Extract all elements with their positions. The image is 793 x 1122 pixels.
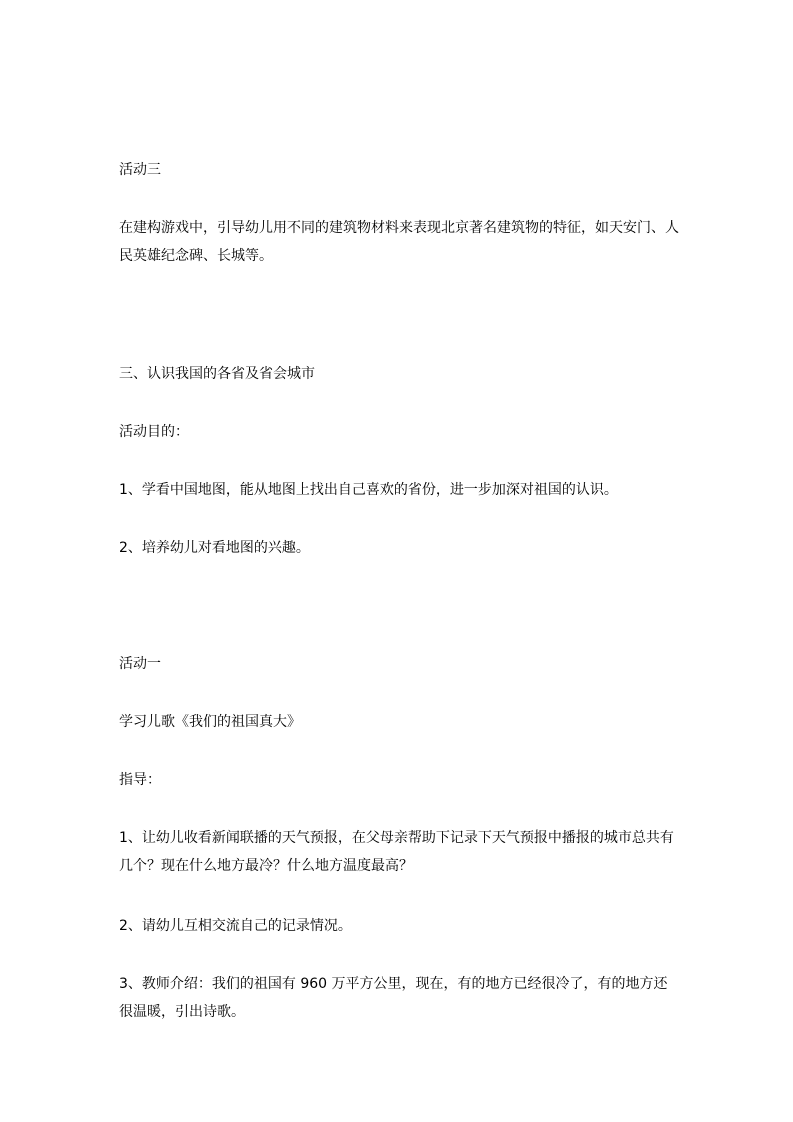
guidance-item-1: 1、让幼儿收看新闻联播的天气预报，在父母亲帮助下记录下天气预报中播报的城市总共有几个？现在什么地方最冷？什么地方温度最高？: [119, 830, 674, 874]
guidance-label: 指导：: [119, 772, 161, 788]
song-title: 学习儿歌《我们的祖国真大》: [119, 714, 301, 730]
activity-goal-label: 活动目的：: [119, 424, 189, 440]
guidance-item-3: 3、教师介绍：我们的祖国有 960 万平方公里，现在，有的地方已经很冷了，有的地方还很温暖，引出诗歌。: [119, 976, 668, 1020]
section-three-heading: 三、认识我国的各省及省会城市: [119, 366, 315, 382]
activity-three-body: 在建构游戏中，引导幼儿用不同的建筑物材料来表现北京著名建筑物的特征，如天安门、人民英雄纪念碑、长城等。: [119, 220, 679, 264]
goal-item-2: 2、培养幼儿对看地图的兴趣。: [119, 540, 310, 556]
activity-one-heading: 活动一: [119, 656, 161, 672]
goal-item-1: 1、学看中国地图，能从地图上找出自己喜欢的省份，进一步加深对祖国的认识。: [119, 482, 618, 498]
guidance-item-2: 2、请幼儿互相交流自己的记录情况。: [119, 918, 352, 934]
activity-three-heading: 活动三: [119, 162, 161, 178]
